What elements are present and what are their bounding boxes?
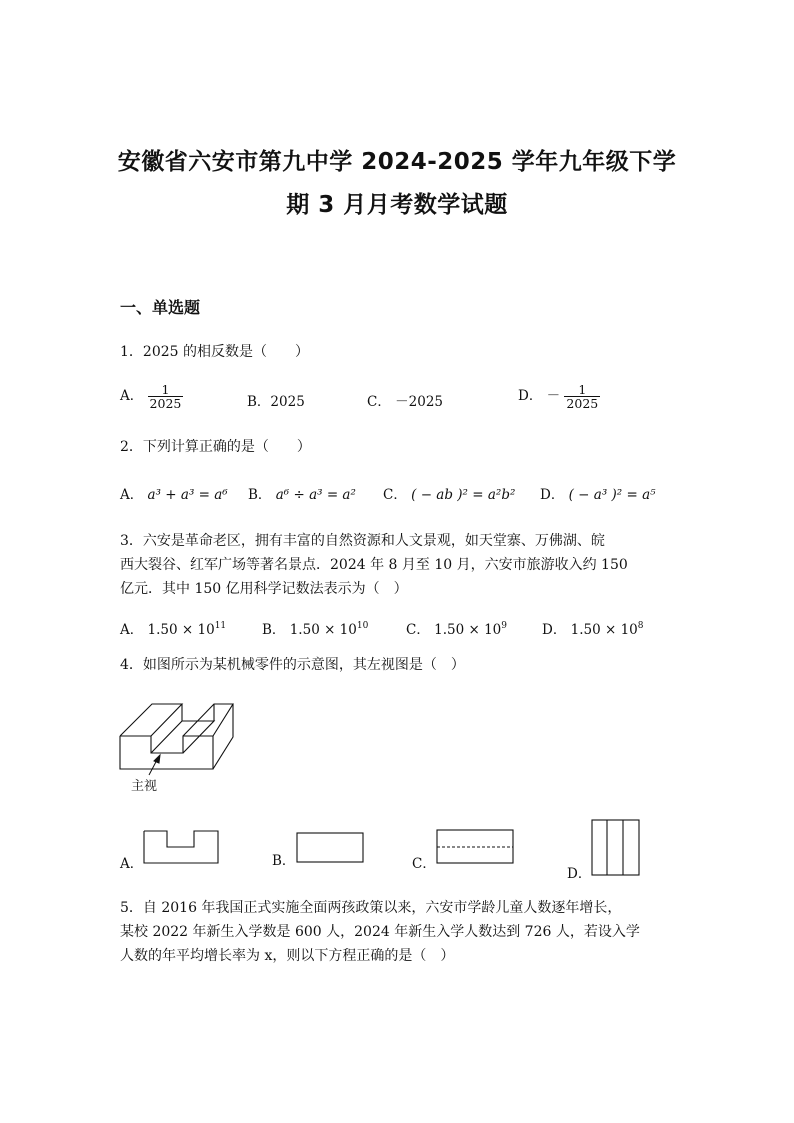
option-d-shape[interactable] xyxy=(591,819,641,877)
option-a-label: A． xyxy=(120,487,144,503)
option-d-label: D． xyxy=(542,622,567,638)
question-1-option-b[interactable]: B．2025 xyxy=(247,394,305,410)
fraction xyxy=(564,383,600,410)
question-4-option-d-label[interactable]: D． xyxy=(567,866,592,882)
fraction-numerator: 1 xyxy=(148,383,184,397)
option-d-base: 1.50 × 10 xyxy=(570,622,638,638)
option-a-label: A． xyxy=(120,388,144,404)
question-2-option-b[interactable] xyxy=(248,483,356,503)
option-b-base: 1.50 × 10 xyxy=(289,622,357,638)
question-3-line-1: 3．六安是革命老区，拥有丰富的自然资源和人文景观，如天堂寨、万佛湖、皖 xyxy=(120,533,605,549)
fraction-numerator: 1 xyxy=(564,383,600,397)
option-b-label: B． xyxy=(262,622,286,638)
fraction xyxy=(148,383,184,410)
question-2-option-d[interactable] xyxy=(540,483,656,503)
question-4-stem: 4．如图所示为某机械零件的示意图，其左视图是（ ） xyxy=(120,657,465,673)
option-c-label: C． xyxy=(383,487,407,503)
option-b-exponent: 10 xyxy=(356,621,369,631)
option-b-label: B． xyxy=(248,487,272,503)
option-c-expression: ( − ab )² = a²b² xyxy=(411,487,516,503)
option-b-shape[interactable] xyxy=(296,832,364,864)
page-title-line-1: 安徽省六安市第九中学 2024-2025 学年九年级下学 xyxy=(117,149,677,175)
option-a-base: 1.50 × 10 xyxy=(147,622,215,638)
question-2-option-c[interactable] xyxy=(383,483,515,503)
question-1-option-c[interactable] xyxy=(367,390,443,410)
minus-sign: － xyxy=(546,388,561,404)
option-c-exponent: 9 xyxy=(501,621,508,631)
option-c-base: 1.50 × 10 xyxy=(434,622,502,638)
question-2-option-a[interactable] xyxy=(120,483,228,503)
option-c-label: C． xyxy=(406,622,430,638)
option-d-exponent: 8 xyxy=(637,621,644,631)
option-a-label: A． xyxy=(120,622,144,638)
option-d-label: D． xyxy=(540,487,565,503)
question-5-line-1: 5．自 2016 年我国正式实施全面两孩政策以来，六安市学龄儿童人数逐年增长， xyxy=(120,900,622,916)
question-3-option-c[interactable] xyxy=(406,618,507,638)
page-title-line-2: 期 3 月月考数学试题 xyxy=(286,192,508,218)
front-view-label: 主视 xyxy=(131,779,158,794)
option-b-expression: a⁶ ÷ a³ = a² xyxy=(275,487,356,503)
question-3-option-b[interactable] xyxy=(262,618,368,638)
question-3-option-a[interactable] xyxy=(120,618,226,638)
question-4-option-b-label[interactable]: B． xyxy=(272,853,296,869)
question-2-stem: 2．下列计算正确的是（ ） xyxy=(120,439,311,455)
question-1-stem: 1．2025 的相反数是（ ） xyxy=(120,344,309,360)
option-d-label: D． xyxy=(518,388,543,404)
question-3-option-d[interactable] xyxy=(542,618,644,638)
question-5-line-2: 某校 2022 年新生入学数是 600 人，2024 年新生入学人数达到 726 人，若设入学 xyxy=(120,924,640,940)
question-4-option-a-label[interactable]: A． xyxy=(120,856,144,872)
section-heading: 一、单选题 xyxy=(120,298,201,317)
option-a-shape[interactable] xyxy=(143,830,221,866)
question-4-option-c-label[interactable]: C． xyxy=(412,856,436,872)
fraction-denominator: 2025 xyxy=(149,396,182,411)
option-a-expression: a³ + a³ = a⁶ xyxy=(147,487,228,503)
option-a-exponent: 11 xyxy=(214,621,227,631)
question-3-line-3: 亿元．其中 150 亿用科学记数法表示为（ ） xyxy=(120,581,408,597)
question-1-option-a[interactable] xyxy=(120,383,183,410)
question-5-line-3: 人数的年平均增长率为 x，则以下方程正确的是（ ） xyxy=(120,948,455,964)
option-c-shape[interactable] xyxy=(436,829,516,865)
fraction-denominator: 2025 xyxy=(566,396,599,411)
question-3-line-2: 西大裂谷、红军广场等著名景点．2024 年 8 月至 10 月，六安市旅游收入约 150 xyxy=(120,557,628,573)
option-c-value: －2025 xyxy=(395,394,443,410)
option-c-label: C． xyxy=(367,394,391,410)
question-1-option-d[interactable] xyxy=(518,383,600,410)
option-d-expression: ( − a³ )² = a⁵ xyxy=(568,487,656,503)
